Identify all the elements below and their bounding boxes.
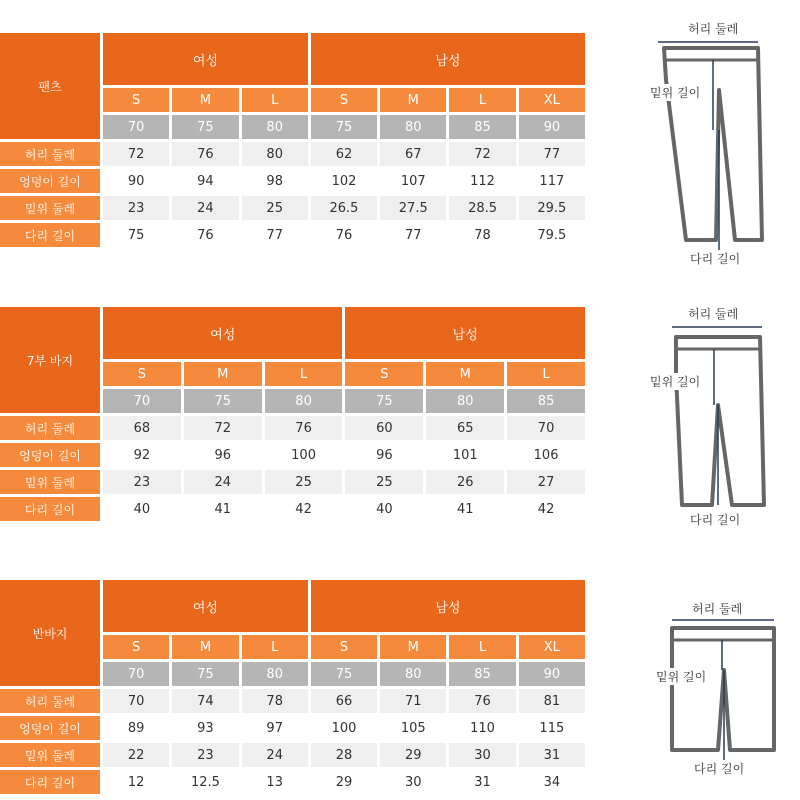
measurement-value: 72 [184, 416, 262, 440]
table-row [0, 770, 585, 794]
measurement-label: 다리 길이 [0, 223, 100, 247]
measurement-value: 71 [380, 689, 446, 713]
measurement-value: 89 [103, 716, 169, 740]
measurement-value: 76 [265, 416, 343, 440]
measurement-label: 허리 둘레 [0, 142, 100, 166]
measurement-label: 밑위 둘레 [0, 196, 100, 220]
measurement-value: 68 [103, 416, 181, 440]
measurement-value: 62 [311, 142, 377, 166]
size-label: S [311, 635, 377, 659]
leg-label: 다리 길이 [694, 762, 745, 776]
measurement-value: 75 [103, 223, 169, 247]
size-label: L [449, 635, 515, 659]
measurement-value: 24 [172, 196, 238, 220]
table-row [0, 169, 585, 193]
measurement-label: 다리 길이 [0, 497, 100, 521]
size-label: L [507, 362, 585, 386]
shorts-illustration-icon [650, 600, 790, 780]
measurement-value: 23 [103, 470, 181, 494]
size-code: 80 [265, 389, 343, 413]
measurement-value: 93 [172, 716, 238, 740]
measurement-value: 24 [184, 470, 262, 494]
measurement-value: 27 [507, 470, 585, 494]
size-code: 75 [172, 662, 238, 686]
rise-label: 밑위 길이 [650, 375, 701, 389]
size-code: 80 [380, 662, 446, 686]
gender-header: 남성 [345, 307, 585, 359]
measurement-value: 25 [265, 470, 343, 494]
measurement-value: 76 [311, 223, 377, 247]
table-row [0, 196, 585, 220]
measurement-value: 25 [242, 196, 308, 220]
table-category-title: 7부 바지 [0, 307, 100, 413]
shorts-diagram [650, 600, 790, 780]
table-row [0, 223, 585, 247]
measurement-value: 26 [426, 470, 504, 494]
table-category-title: 팬츠 [0, 33, 100, 139]
measurement-value: 34 [519, 770, 585, 794]
measurement-value: 29.5 [519, 196, 585, 220]
measurement-value: 80 [242, 142, 308, 166]
measurement-value: 97 [242, 716, 308, 740]
pants-illustration-icon [640, 20, 780, 270]
measurement-value: 98 [242, 169, 308, 193]
size-label: M [380, 88, 446, 112]
measurement-value: 77 [242, 223, 308, 247]
size-code: 75 [311, 115, 377, 139]
size-code: 80 [242, 115, 308, 139]
table-row [0, 142, 585, 166]
size-code: 75 [345, 389, 423, 413]
measurement-value: 13 [242, 770, 308, 794]
size-label: L [265, 362, 343, 386]
measurement-label: 엉덩이 길이 [0, 443, 100, 467]
size-label: L [242, 635, 308, 659]
size-code: 90 [519, 115, 585, 139]
size-code: 80 [380, 115, 446, 139]
measurement-value: 77 [380, 223, 446, 247]
table-row [0, 497, 585, 521]
size-label: M [184, 362, 262, 386]
measurement-value: 22 [103, 743, 169, 767]
size-label: M [172, 88, 238, 112]
size-code: 70 [103, 389, 181, 413]
measurement-value: 90 [103, 169, 169, 193]
table-row [0, 416, 585, 440]
measurement-value: 76 [172, 142, 238, 166]
measurement-value: 12.5 [172, 770, 238, 794]
shorts-size-table [0, 577, 588, 797]
size-label: S [345, 362, 423, 386]
measurement-value: 24 [242, 743, 308, 767]
measurement-value: 100 [311, 716, 377, 740]
measurement-value: 101 [426, 443, 504, 467]
measurement-value: 96 [345, 443, 423, 467]
size-code: 80 [426, 389, 504, 413]
measurement-value: 72 [449, 142, 515, 166]
measurement-value: 26.5 [311, 196, 377, 220]
measurement-value: 105 [380, 716, 446, 740]
measurement-value: 70 [507, 416, 585, 440]
size-code: 70 [103, 662, 169, 686]
size-label: M [426, 362, 504, 386]
measurement-value: 30 [449, 743, 515, 767]
measurement-value: 76 [449, 689, 515, 713]
measurement-value: 60 [345, 416, 423, 440]
measurement-value: 117 [519, 169, 585, 193]
measurement-label: 허리 둘레 [0, 416, 100, 440]
measurement-value: 74 [172, 689, 238, 713]
measurement-value: 112 [449, 169, 515, 193]
measurement-value: 81 [519, 689, 585, 713]
size-label: S [103, 362, 181, 386]
measurement-value: 29 [380, 743, 446, 767]
measurement-value: 77 [519, 142, 585, 166]
cropped-pants-illustration-icon [640, 305, 780, 530]
measurement-value: 28.5 [449, 196, 515, 220]
size-label: S [311, 88, 377, 112]
measurement-value: 100 [265, 443, 343, 467]
size-code: 85 [449, 115, 515, 139]
size-label: S [103, 635, 169, 659]
gender-header: 여성 [103, 580, 308, 632]
measurement-value: 94 [172, 169, 238, 193]
leg-label: 다리 길이 [690, 513, 741, 527]
measurement-label: 밑위 둘레 [0, 743, 100, 767]
measurement-value: 78 [242, 689, 308, 713]
measurement-value: 25 [345, 470, 423, 494]
size-code: 85 [507, 389, 585, 413]
table-row [0, 743, 585, 767]
measurement-value: 31 [519, 743, 585, 767]
measurement-value: 41 [184, 497, 262, 521]
size-code: 75 [311, 662, 377, 686]
waist-label: 허리 둘레 [692, 602, 743, 616]
measurement-label: 허리 둘레 [0, 689, 100, 713]
measurement-value: 23 [172, 743, 238, 767]
measurement-value: 92 [103, 443, 181, 467]
measurement-value: 102 [311, 169, 377, 193]
size-label: XL [519, 88, 585, 112]
cropped-pants-size-table [0, 304, 588, 524]
size-code: 70 [103, 115, 169, 139]
measurement-value: 115 [519, 716, 585, 740]
measurement-value: 78 [449, 223, 515, 247]
measurement-value: 40 [103, 497, 181, 521]
cropped-pants-diagram [640, 305, 780, 530]
measurement-value: 96 [184, 443, 262, 467]
rise-label: 밑위 길이 [656, 670, 707, 684]
measurement-value: 79.5 [519, 223, 585, 247]
size-label: XL [519, 635, 585, 659]
table-row [0, 470, 585, 494]
size-code: 80 [242, 662, 308, 686]
measurement-value: 42 [507, 497, 585, 521]
measurement-label: 다리 길이 [0, 770, 100, 794]
measurement-label: 엉덩이 길이 [0, 716, 100, 740]
measurement-value: 106 [507, 443, 585, 467]
rise-label: 밑위 길이 [650, 86, 701, 100]
size-label: S [103, 88, 169, 112]
pants-size-table [0, 30, 588, 250]
measurement-label: 엉덩이 길이 [0, 169, 100, 193]
waist-label: 허리 둘레 [688, 22, 739, 36]
measurement-value: 42 [265, 497, 343, 521]
measurement-value: 30 [380, 770, 446, 794]
measurement-label: 밑위 둘레 [0, 470, 100, 494]
size-code: 75 [172, 115, 238, 139]
size-label: L [449, 88, 515, 112]
measurement-value: 76 [172, 223, 238, 247]
pants-diagram [640, 20, 780, 270]
gender-header: 남성 [311, 33, 585, 85]
measurement-value: 66 [311, 689, 377, 713]
measurement-value: 107 [380, 169, 446, 193]
measurement-value: 23 [103, 196, 169, 220]
table-row [0, 443, 585, 467]
waist-label: 허리 둘레 [688, 307, 739, 321]
table-row [0, 716, 585, 740]
measurement-value: 41 [426, 497, 504, 521]
leg-label: 다리 길이 [690, 252, 741, 266]
gender-header: 여성 [103, 33, 308, 85]
measurement-value: 40 [345, 497, 423, 521]
gender-header: 여성 [103, 307, 342, 359]
measurement-value: 29 [311, 770, 377, 794]
measurement-value: 67 [380, 142, 446, 166]
measurement-value: 72 [103, 142, 169, 166]
table-row [0, 689, 585, 713]
measurement-value: 27.5 [380, 196, 446, 220]
table-category-title: 반바지 [0, 580, 100, 686]
size-code: 75 [184, 389, 262, 413]
measurement-value: 12 [103, 770, 169, 794]
size-label: M [380, 635, 446, 659]
gender-header: 남성 [311, 580, 585, 632]
size-code: 85 [449, 662, 515, 686]
measurement-value: 65 [426, 416, 504, 440]
size-code: 90 [519, 662, 585, 686]
measurement-value: 28 [311, 743, 377, 767]
size-label: M [172, 635, 238, 659]
measurement-value: 110 [449, 716, 515, 740]
size-label: L [242, 88, 308, 112]
measurement-value: 31 [449, 770, 515, 794]
measurement-value: 70 [103, 689, 169, 713]
